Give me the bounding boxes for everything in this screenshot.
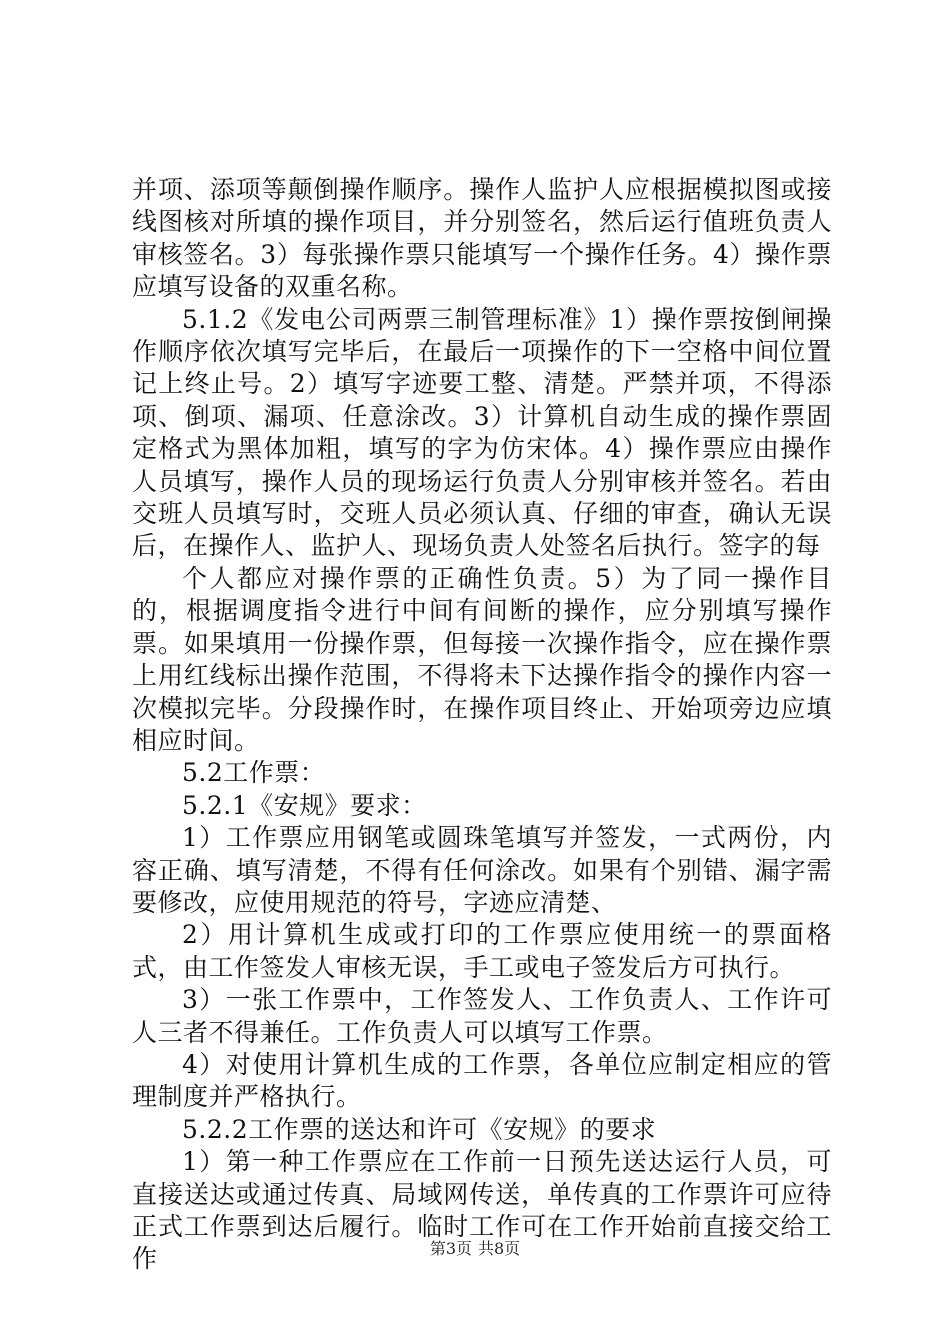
- list-item: 1）第一种工作票应在工作前一日预先送达运行人员，可直接送达或通过传真、局域网传送，单传真的工作票许可应待正式工作票到达后履行。临时工作可在工作开始前直接交给工作: [132, 1147, 832, 1274]
- section-heading: 5.2工作票：: [182, 758, 326, 788]
- page-total: 共8页: [478, 1239, 521, 1258]
- page-number: 第3页: [429, 1239, 472, 1258]
- list-item: 3）一张工作票中，工作签发人、工作负责人、工作许可人三者不得兼任。工作负责人可以填写工作票。: [132, 985, 832, 1047]
- subsection-heading: 5.2.2工作票的送达和许可《安规》的要求: [182, 1114, 657, 1144]
- paragraph: 个人都应对操作票的正确性负责。5）为了同一操作目的，根据调度指令进行中间有间断的操作，应分别填写操作票。如果填用一份操作票，但每接一次操作指令，应在操作票上用红线标出操作范围，不得将未下达操作指令的操作内容一次模拟完毕。分段操作时，在操作项目终止、开始项旁边应填相应时间。: [132, 563, 832, 755]
- list-item: 4）对使用计算机生成的工作票，各单位应制定相应的管理制度并严格执行。: [132, 1049, 832, 1112]
- list-item: 1）工作票应用钢笔或圆珠笔填写并签发，一式两份，内容正确、填写清楚，不得有任何涂改。如果有个别错、漏字需要修改，应使用规范的符号，字迹应清楚、: [132, 823, 832, 917]
- paragraph: 并项、添项等颠倒操作顺序。操作人监护人应根据模拟图或接线图核对所填的操作项目，并分别签名，然后运行值班负责人审核签名。3）每张操作票只能填写一个操作任务。4）操作票应填写设备的双重名称。: [132, 175, 832, 302]
- paragraph: 5.1.2《发电公司两票三制管理标准》1）操作票按倒闸操作顺序依次填写完毕后，在最后一项操作的下一空格中间位置记上终止号。2）填写字迹要工整、清楚。严禁并项，不得添项、倒项、漏项、任意涂改。3）计算机自动生成的操作票固定格式为黑体加粗，填写的字为仿宋体。4）操作票应由操作人员填写，操作人员的现场运行负责人分别审核并签名。若由交班人员填写时，交班人员必须认真、仔细的审查，确认无误后，在操作人、监护人、现场负责人处签名后执行。签字的每: [132, 304, 832, 561]
- page-footer: [0, 1239, 950, 1259]
- list-item: 2）用计算机生成或打印的工作票应使用统一的票面格式，由工作签发人审核无误，手工或电子签发后方可执行。: [132, 920, 832, 982]
- document-body: [132, 174, 832, 1276]
- subsection-heading: 5.2.1《安规》要求：: [182, 790, 427, 820]
